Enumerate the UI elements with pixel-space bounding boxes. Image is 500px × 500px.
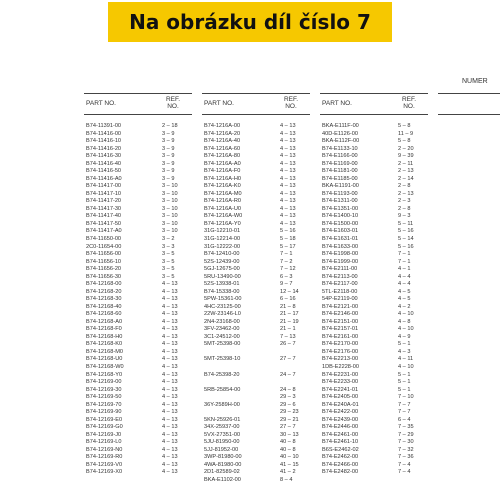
ref-number: 6 – 16 xyxy=(280,296,296,303)
part-number: B74-11650-00 xyxy=(86,235,122,242)
part-number: 2D1-82589-02 xyxy=(204,469,240,476)
part-number: B74-12169-J0 xyxy=(86,431,122,438)
part-number: B74-E2146-00 xyxy=(322,311,359,318)
part-number: B74-12169-L0 xyxy=(86,439,122,446)
part-number: B74-E1166-00 xyxy=(322,153,358,160)
ref-number: 4 – 1 xyxy=(398,266,411,273)
ref-number: 7 – 13 xyxy=(280,333,296,340)
part-number: B74-12169-50 xyxy=(86,394,122,401)
part-number: B74-11417-00 xyxy=(86,183,122,190)
ref-number: 5 – 14 xyxy=(398,235,414,242)
column-header xyxy=(438,93,500,115)
part-number: B74-E1603-01 xyxy=(322,228,359,235)
part-number: B74-E1311-00 xyxy=(322,198,358,205)
ref-number: 3 – 5 xyxy=(162,251,175,258)
part-number: B74-E2117-00 xyxy=(322,281,358,288)
part-number: 5JJ-81952-00 xyxy=(204,446,239,453)
part-no-header: PART NO. xyxy=(322,100,352,107)
part-number: B74-12168-40 xyxy=(86,303,122,310)
ref-number: 41 – 15 xyxy=(280,461,299,468)
ref-number: 4 – 13 xyxy=(280,138,296,145)
part-number: 3FV-23462-00 xyxy=(204,326,240,333)
ref-no-header xyxy=(158,96,188,110)
part-number: B74-12169-70 xyxy=(86,401,122,408)
part-number: B74-E1193-00 xyxy=(322,190,358,197)
part-number: 52S-12439-00 xyxy=(204,258,240,265)
part-number: B74-12169-N0 xyxy=(86,446,123,453)
part-number: B74-E2422-00 xyxy=(322,409,359,416)
ref-number: 29 – 6 xyxy=(280,401,296,408)
part-number: B74-E2461-00 xyxy=(322,431,359,438)
part-number: B74-11416-50 xyxy=(86,168,122,175)
ref-number: 4 – 13 xyxy=(162,394,178,401)
part-number: B74-11656-00 xyxy=(86,251,122,258)
ref-number: 24 – 8 xyxy=(280,386,296,393)
ref-number: 29 – 23 xyxy=(280,409,299,416)
part-number: B74-E1185-00 xyxy=(322,175,358,182)
ref-number: 7 – 7 xyxy=(398,401,411,408)
part-number: B74-12169-E0 xyxy=(86,416,123,423)
ref-number: 4 – 13 xyxy=(162,461,178,468)
part-number: B74-E2231-00 xyxy=(322,371,359,378)
part-number: B74-E1133-10 xyxy=(322,145,358,152)
ref-number: 7 – 32 xyxy=(398,446,414,453)
ref-number: 5 – 8 xyxy=(398,138,411,145)
part-number: B74-11417-A0 xyxy=(86,228,122,235)
ref-number: 9 – 3 xyxy=(398,213,411,220)
ref-number: 5 – 17 xyxy=(280,243,296,250)
ref-number: 5 – 1 xyxy=(398,379,411,386)
part-number: B74-1216A-U0 xyxy=(204,205,242,212)
part-number: B74-11656-20 xyxy=(86,266,122,273)
banner-title: Na obrázku díl číslo 7 xyxy=(129,10,371,34)
ref-number: 5 – 1 xyxy=(398,371,411,378)
ref-number: 2 – 18 xyxy=(162,123,178,129)
ref-number: 4 – 13 xyxy=(162,364,178,370)
part-number: 4WA-81980-00 xyxy=(204,461,242,468)
ref-header-line-2: NO. xyxy=(167,103,179,110)
parts-column-2 xyxy=(202,93,310,483)
part-number: BKA-E112F-00 xyxy=(322,138,360,145)
ref-header-line-1: REF. xyxy=(165,96,181,103)
part-number: B74-11656-10 xyxy=(86,258,122,265)
ref-number: 4 – 13 xyxy=(280,130,296,137)
ref-number: 29 – 3 xyxy=(280,394,296,401)
ref-number: 40 – 10 xyxy=(280,454,299,461)
ref-number: 4 – 13 xyxy=(162,409,178,416)
ref-number: 2 – 8 xyxy=(398,183,411,190)
part-number: 34X-25937-00 xyxy=(204,424,240,431)
ref-number: 4 – 13 xyxy=(162,431,178,438)
part-number: B74-12168-A0 xyxy=(86,318,123,325)
part-number: B74-12169-X0 xyxy=(86,469,123,476)
ref-number: 7 – 1 xyxy=(398,258,411,265)
ref-number: 4 – 13 xyxy=(280,153,296,160)
ref-number: 26 – 7 xyxy=(280,341,296,348)
ref-number: 3 – 9 xyxy=(162,145,175,152)
ref-number: 5 – 16 xyxy=(398,243,414,250)
ref-number: 2 – 20 xyxy=(398,145,414,152)
ref-number: 7 – 36 xyxy=(398,454,414,461)
part-number: B74-E240A-01 xyxy=(322,401,359,408)
ref-number: 4 – 13 xyxy=(162,281,178,288)
ref-number: 3 – 9 xyxy=(162,168,175,175)
ref-number: 7 – 12 xyxy=(280,266,296,273)
part-number: B74-12169-G0 xyxy=(86,424,123,431)
ref-number: 7 – 1 xyxy=(280,251,293,258)
part-number: B74-11417-50 xyxy=(86,220,122,227)
ref-number: 4 – 4 xyxy=(398,273,411,280)
ref-number: 4 – 11 xyxy=(398,356,414,363)
ref-number: 9 – 39 xyxy=(398,153,414,160)
ref-number: 7 – 1 xyxy=(398,251,411,258)
ref-number: 11 – 9 xyxy=(398,130,414,137)
part-number: 22W-23146-L0 xyxy=(204,311,241,318)
part-number: 5JU-81950-00 xyxy=(204,439,240,446)
part-number: B74-11417-40 xyxy=(86,213,122,220)
part-number: B74-E1169-00 xyxy=(322,160,358,167)
ref-number: 7 – 35 xyxy=(398,424,414,431)
part-number: B74-11416-30 xyxy=(86,153,122,160)
part-number: B74-11416-10 xyxy=(86,138,122,145)
part-number: B74-E1998-00 xyxy=(322,251,359,258)
ref-header-line-1: REF. xyxy=(283,96,299,103)
part-number: B74-12168-Y0 xyxy=(86,371,123,378)
part-number: 5MT-25398-00 xyxy=(204,341,241,348)
ref-number: 4 – 13 xyxy=(162,296,178,303)
part-number: B74-1216A-H0 xyxy=(204,175,242,182)
part-number: 31G-12210-01 xyxy=(204,228,241,235)
ref-number: 4 – 10 xyxy=(398,364,414,370)
part-number: B74-25398-20 xyxy=(204,371,240,378)
part-number: B74-E1500-00 xyxy=(322,220,359,227)
ref-number: 27 – 7 xyxy=(280,424,296,431)
ref-number: 4 – 13 xyxy=(162,333,178,340)
title-banner xyxy=(108,2,392,42)
part-number: B74-E2462-00 xyxy=(322,454,359,461)
part-number: B74-12169-R0 xyxy=(86,454,123,461)
ref-number: 9 – 7 xyxy=(280,281,293,288)
part-number: B74-11416-20 xyxy=(86,145,122,152)
ref-number: 7 – 4 xyxy=(398,469,411,476)
ref-number: 7 – 10 xyxy=(398,394,414,401)
ref-number: 4 – 13 xyxy=(162,326,178,333)
ref-number: 21 – 1 xyxy=(280,326,296,333)
part-number: B74-E2405-00 xyxy=(322,394,359,401)
part-number: B74-E2241-01 xyxy=(322,386,359,393)
ref-number: 24 – 7 xyxy=(280,371,296,378)
ref-number: 4 – 2 xyxy=(398,303,411,310)
part-number: B74-11417-10 xyxy=(86,190,122,197)
part-number: B74-12169-30 xyxy=(86,386,122,393)
ref-number: 3 – 5 xyxy=(162,266,175,273)
ref-number: 3 – 10 xyxy=(162,190,178,197)
part-number: BKA-E1191-00 xyxy=(322,183,359,190)
ref-number: 3 – 5 xyxy=(162,273,175,280)
part-number: B74-E1351-00 xyxy=(322,205,359,212)
part-number: 52S-13938-01 xyxy=(204,281,240,288)
ref-number: 4 – 13 xyxy=(280,175,296,182)
ref-number: 4 – 13 xyxy=(280,190,296,197)
part-no-header: PART NO. xyxy=(204,100,234,107)
part-number: B74-1216A-20 xyxy=(204,130,241,137)
part-number: BKA-E111F-00 xyxy=(322,123,359,129)
part-number: B74-1216A-40 xyxy=(204,138,241,145)
ref-number: 5 – 8 xyxy=(398,123,411,129)
ref-number: 2 – 11 xyxy=(398,160,414,167)
ref-number: 2 – 13 xyxy=(398,190,414,197)
part-number: B74-11416-40 xyxy=(86,160,122,167)
part-number: B74-E2439-00 xyxy=(322,416,359,423)
parts-column-4-partial xyxy=(438,93,500,115)
part-number: B74-11417-20 xyxy=(86,198,122,205)
ref-number: 3 – 3 xyxy=(162,243,175,250)
ref-number: 4 – 13 xyxy=(280,168,296,175)
part-number: B74-E2461-10 xyxy=(322,439,359,446)
part-number: 31G-12222-00 xyxy=(204,243,241,250)
part-number: B74-12169-90 xyxy=(86,409,122,416)
ref-number: 4 – 13 xyxy=(280,123,296,129)
ref-number: 3 – 9 xyxy=(162,175,175,182)
ref-number: 4 – 13 xyxy=(162,379,178,386)
ref-number: 4 – 13 xyxy=(162,446,178,453)
part-number: B74-E2233-00 xyxy=(322,379,359,386)
ref-number: 4 – 10 xyxy=(398,326,414,333)
ref-number: 2 – 14 xyxy=(398,175,414,182)
ref-number: 3 – 10 xyxy=(162,183,178,190)
part-number: B74-E1400-10 xyxy=(322,213,359,220)
part-number: B74-11416-00 xyxy=(86,130,122,137)
part-number: 3C1-24512-00 xyxy=(204,333,240,340)
ref-number: 3 – 2 xyxy=(162,235,175,242)
part-number: 5RB-25854-00 xyxy=(204,386,241,393)
ref-number: 5 – 1 xyxy=(398,341,411,348)
part-number: 36Y-2589H-00 xyxy=(204,401,240,408)
ref-number: 4 – 5 xyxy=(398,288,411,295)
ref-number: 21 – 17 xyxy=(280,311,299,318)
part-number: BKA-E1102-00 xyxy=(204,476,241,483)
part-number: B74-E1631-01 xyxy=(322,235,359,242)
ref-number: 41 – 2 xyxy=(280,469,296,476)
part-number: B74-12168-K0 xyxy=(86,341,123,348)
part-number: 5GJ-12675-00 xyxy=(204,266,240,273)
ref-number: 3 – 9 xyxy=(162,130,175,137)
ref-number: 8 – 4 xyxy=(280,476,293,483)
ref-number: 4 – 13 xyxy=(162,386,178,393)
ref-number: 4 – 13 xyxy=(162,401,178,408)
part-number: 5VX-27351-00 xyxy=(204,431,241,438)
part-number: 1DB-E2228-00 xyxy=(322,364,360,370)
ref-number: 4 – 10 xyxy=(398,311,414,318)
ref-number: 2 – 3 xyxy=(398,198,411,205)
ref-number: 21 – 19 xyxy=(280,318,299,325)
ref-number: 30 – 13 xyxy=(280,431,299,438)
ref-number: 4 – 5 xyxy=(398,296,411,303)
part-number: 54P-E2119-00 xyxy=(322,296,358,303)
ref-header-line-2: NO. xyxy=(403,103,415,110)
part-number: 5KN-25926-01 xyxy=(204,416,241,423)
part-number: B74-E2111-00 xyxy=(322,266,358,273)
part-number: B74-12168-H0 xyxy=(86,333,123,340)
ref-no-header xyxy=(276,96,306,110)
ref-number: 6 – 4 xyxy=(398,416,411,423)
ref-number: 3 – 10 xyxy=(162,220,178,227)
parts-column-1 xyxy=(84,93,192,476)
ref-number: 7 – 30 xyxy=(398,439,414,446)
part-number: 2C0-11654-00 xyxy=(86,243,122,250)
ref-number: 3 – 5 xyxy=(162,258,175,265)
part-number: B74-12168-30 xyxy=(86,296,122,303)
ref-number: 29 – 21 xyxy=(280,416,299,423)
part-number: B74-1216A-80 xyxy=(204,153,241,160)
ref-number: 4 – 13 xyxy=(162,288,178,295)
part-number: B74-E2151-00 xyxy=(322,318,359,325)
ref-number: 4 – 13 xyxy=(280,160,296,167)
part-number: B74-E2170-00 xyxy=(322,341,359,348)
part-number: B74-1216A-60 xyxy=(204,145,241,152)
ref-number: 4 – 13 xyxy=(280,183,296,190)
ref-number: 4 – 13 xyxy=(280,213,296,220)
part-number: B74-E2482-00 xyxy=(322,469,359,476)
ref-number: 4 – 9 xyxy=(398,333,411,340)
ref-header-line-2: NO. xyxy=(285,103,297,110)
ref-number: 21 – 8 xyxy=(280,303,296,310)
part-number: B74-1216A-A0 xyxy=(204,160,241,167)
ref-number: 2 – 8 xyxy=(398,205,411,212)
part-number: B74-11656-30 xyxy=(86,273,122,280)
ref-number: 4 – 13 xyxy=(162,341,178,348)
ref-number: 27 – 7 xyxy=(280,356,296,363)
part-number: B74-15338-00 xyxy=(204,288,240,295)
part-number: B74-1216A-M0 xyxy=(204,190,242,197)
parts-column-3 xyxy=(320,93,428,476)
part-number: B74-1216A-Y0 xyxy=(204,220,241,227)
part-number: B74-1216A-R0 xyxy=(204,198,242,205)
ref-number: 4 – 13 xyxy=(162,469,178,476)
ref-number: 4 – 13 xyxy=(162,348,178,355)
part-number: B74-12169-00 xyxy=(86,379,122,386)
part-number: 4HC-23125-00 xyxy=(204,303,241,310)
part-number: 5RU-13490-00 xyxy=(204,273,241,280)
ref-number: 5 – 11 xyxy=(398,220,414,227)
ref-number: 7 – 7 xyxy=(398,409,411,416)
part-number: B74-12410-00 xyxy=(204,251,240,258)
part-number: B74-E1181-00 xyxy=(322,168,358,175)
part-number: B74-E2213-00 xyxy=(322,356,359,363)
part-number: B74-E2446-00 xyxy=(322,424,359,431)
ref-number: 4 – 13 xyxy=(162,311,178,318)
ref-number: 4 – 13 xyxy=(162,454,178,461)
ref-number: 7 – 29 xyxy=(398,431,414,438)
ref-number: 4 – 13 xyxy=(162,356,178,363)
part-number: B6S-E2462-02 xyxy=(322,446,359,453)
ref-number: 3 – 10 xyxy=(162,213,178,220)
ref-number: 4 – 4 xyxy=(398,281,411,288)
part-number: 3WP-81980-00 xyxy=(204,454,242,461)
part-number: B74-12168-M0 xyxy=(86,348,124,355)
part-number: B74-11417-30 xyxy=(86,205,122,212)
ref-number: 6 – 3 xyxy=(280,273,293,280)
ref-number: 4 – 13 xyxy=(162,416,178,423)
ref-no-header xyxy=(394,96,424,110)
ref-number: 3 – 9 xyxy=(162,160,175,167)
part-number: B74-12168-F0 xyxy=(86,326,122,333)
ref-number: 7 – 2 xyxy=(280,258,293,265)
ref-number: 4 – 8 xyxy=(398,318,411,325)
part-number: B74-12168-W0 xyxy=(86,364,124,370)
part-number: B74-1216A-W0 xyxy=(204,213,243,220)
part-number: B74-1216A-F0 xyxy=(204,168,241,175)
ref-number: 3 – 10 xyxy=(162,198,178,205)
ref-number: 5 – 18 xyxy=(280,235,296,242)
part-number: 31G-12214-00 xyxy=(204,235,241,242)
ref-number: 3 – 10 xyxy=(162,228,178,235)
part-number: B74-E2176-00 xyxy=(322,348,359,355)
ref-number: 5 – 16 xyxy=(398,228,414,235)
part-number: B74-E2113-00 xyxy=(322,273,358,280)
column-header xyxy=(202,93,310,115)
ref-number: 4 – 13 xyxy=(162,439,178,446)
ref-number: 4 – 13 xyxy=(162,318,178,325)
ref-number: 4 – 13 xyxy=(162,371,178,378)
part-number: B74-E2121-00 xyxy=(322,303,359,310)
ref-number: 5 – 1 xyxy=(398,386,411,393)
part-number: B74-E2161-00 xyxy=(322,333,359,340)
ref-number: 40 – 8 xyxy=(280,439,296,446)
ref-number: 3 – 9 xyxy=(162,153,175,160)
part-number: B74-12168-00 xyxy=(86,281,122,288)
part-number: 5TL-E2118-00 xyxy=(322,288,358,295)
ref-number: 3 – 10 xyxy=(162,205,178,212)
part-number: B74-1216A-K0 xyxy=(204,183,241,190)
part-number: B74-11416-A0 xyxy=(86,175,122,182)
ref-number: 4 – 13 xyxy=(162,424,178,431)
part-number: B74-E1633-00 xyxy=(322,243,359,250)
part-number: B74-E2157-01 xyxy=(322,326,359,333)
part-number: B74-12168-60 xyxy=(86,311,122,318)
part-no-header: PART NO. xyxy=(86,100,116,107)
part-number: 40D-E1126-00 xyxy=(322,130,358,137)
part-number: B74-1216A-00 xyxy=(204,123,241,129)
part-number: B74-11391-00 xyxy=(86,123,122,129)
part-number: 2N4-23168-00 xyxy=(204,318,240,325)
part-number: B74-E2466-00 xyxy=(322,461,359,468)
ref-number: 7 – 4 xyxy=(398,461,411,468)
ref-number: 4 – 13 xyxy=(280,205,296,212)
column-header-numer: NUMER xyxy=(462,78,488,85)
ref-number: 3 – 9 xyxy=(162,138,175,145)
ref-number: 4 – 13 xyxy=(280,145,296,152)
part-number: B74-12168-20 xyxy=(86,288,122,295)
part-number: B74-E1999-00 xyxy=(322,258,359,265)
part-number: B74-12168-U0 xyxy=(86,356,123,363)
ref-number: 40 – 8 xyxy=(280,446,296,453)
ref-number: 5 – 16 xyxy=(280,228,296,235)
part-number: 5MT-25398-10 xyxy=(204,356,241,363)
ref-number: 4 – 13 xyxy=(162,303,178,310)
column-header xyxy=(320,93,428,115)
ref-number: 4 – 13 xyxy=(280,198,296,205)
ref-number: 12 – 14 xyxy=(280,288,299,295)
ref-number: 2 – 13 xyxy=(398,168,414,175)
column-header xyxy=(84,93,192,115)
part-number: B74-12169-V0 xyxy=(86,461,123,468)
ref-number: 4 – 13 xyxy=(280,220,296,227)
part-number: 5PW-15361-00 xyxy=(204,296,242,303)
ref-header-line-1: REF. xyxy=(401,96,417,103)
ref-number: 4 – 3 xyxy=(398,348,411,355)
